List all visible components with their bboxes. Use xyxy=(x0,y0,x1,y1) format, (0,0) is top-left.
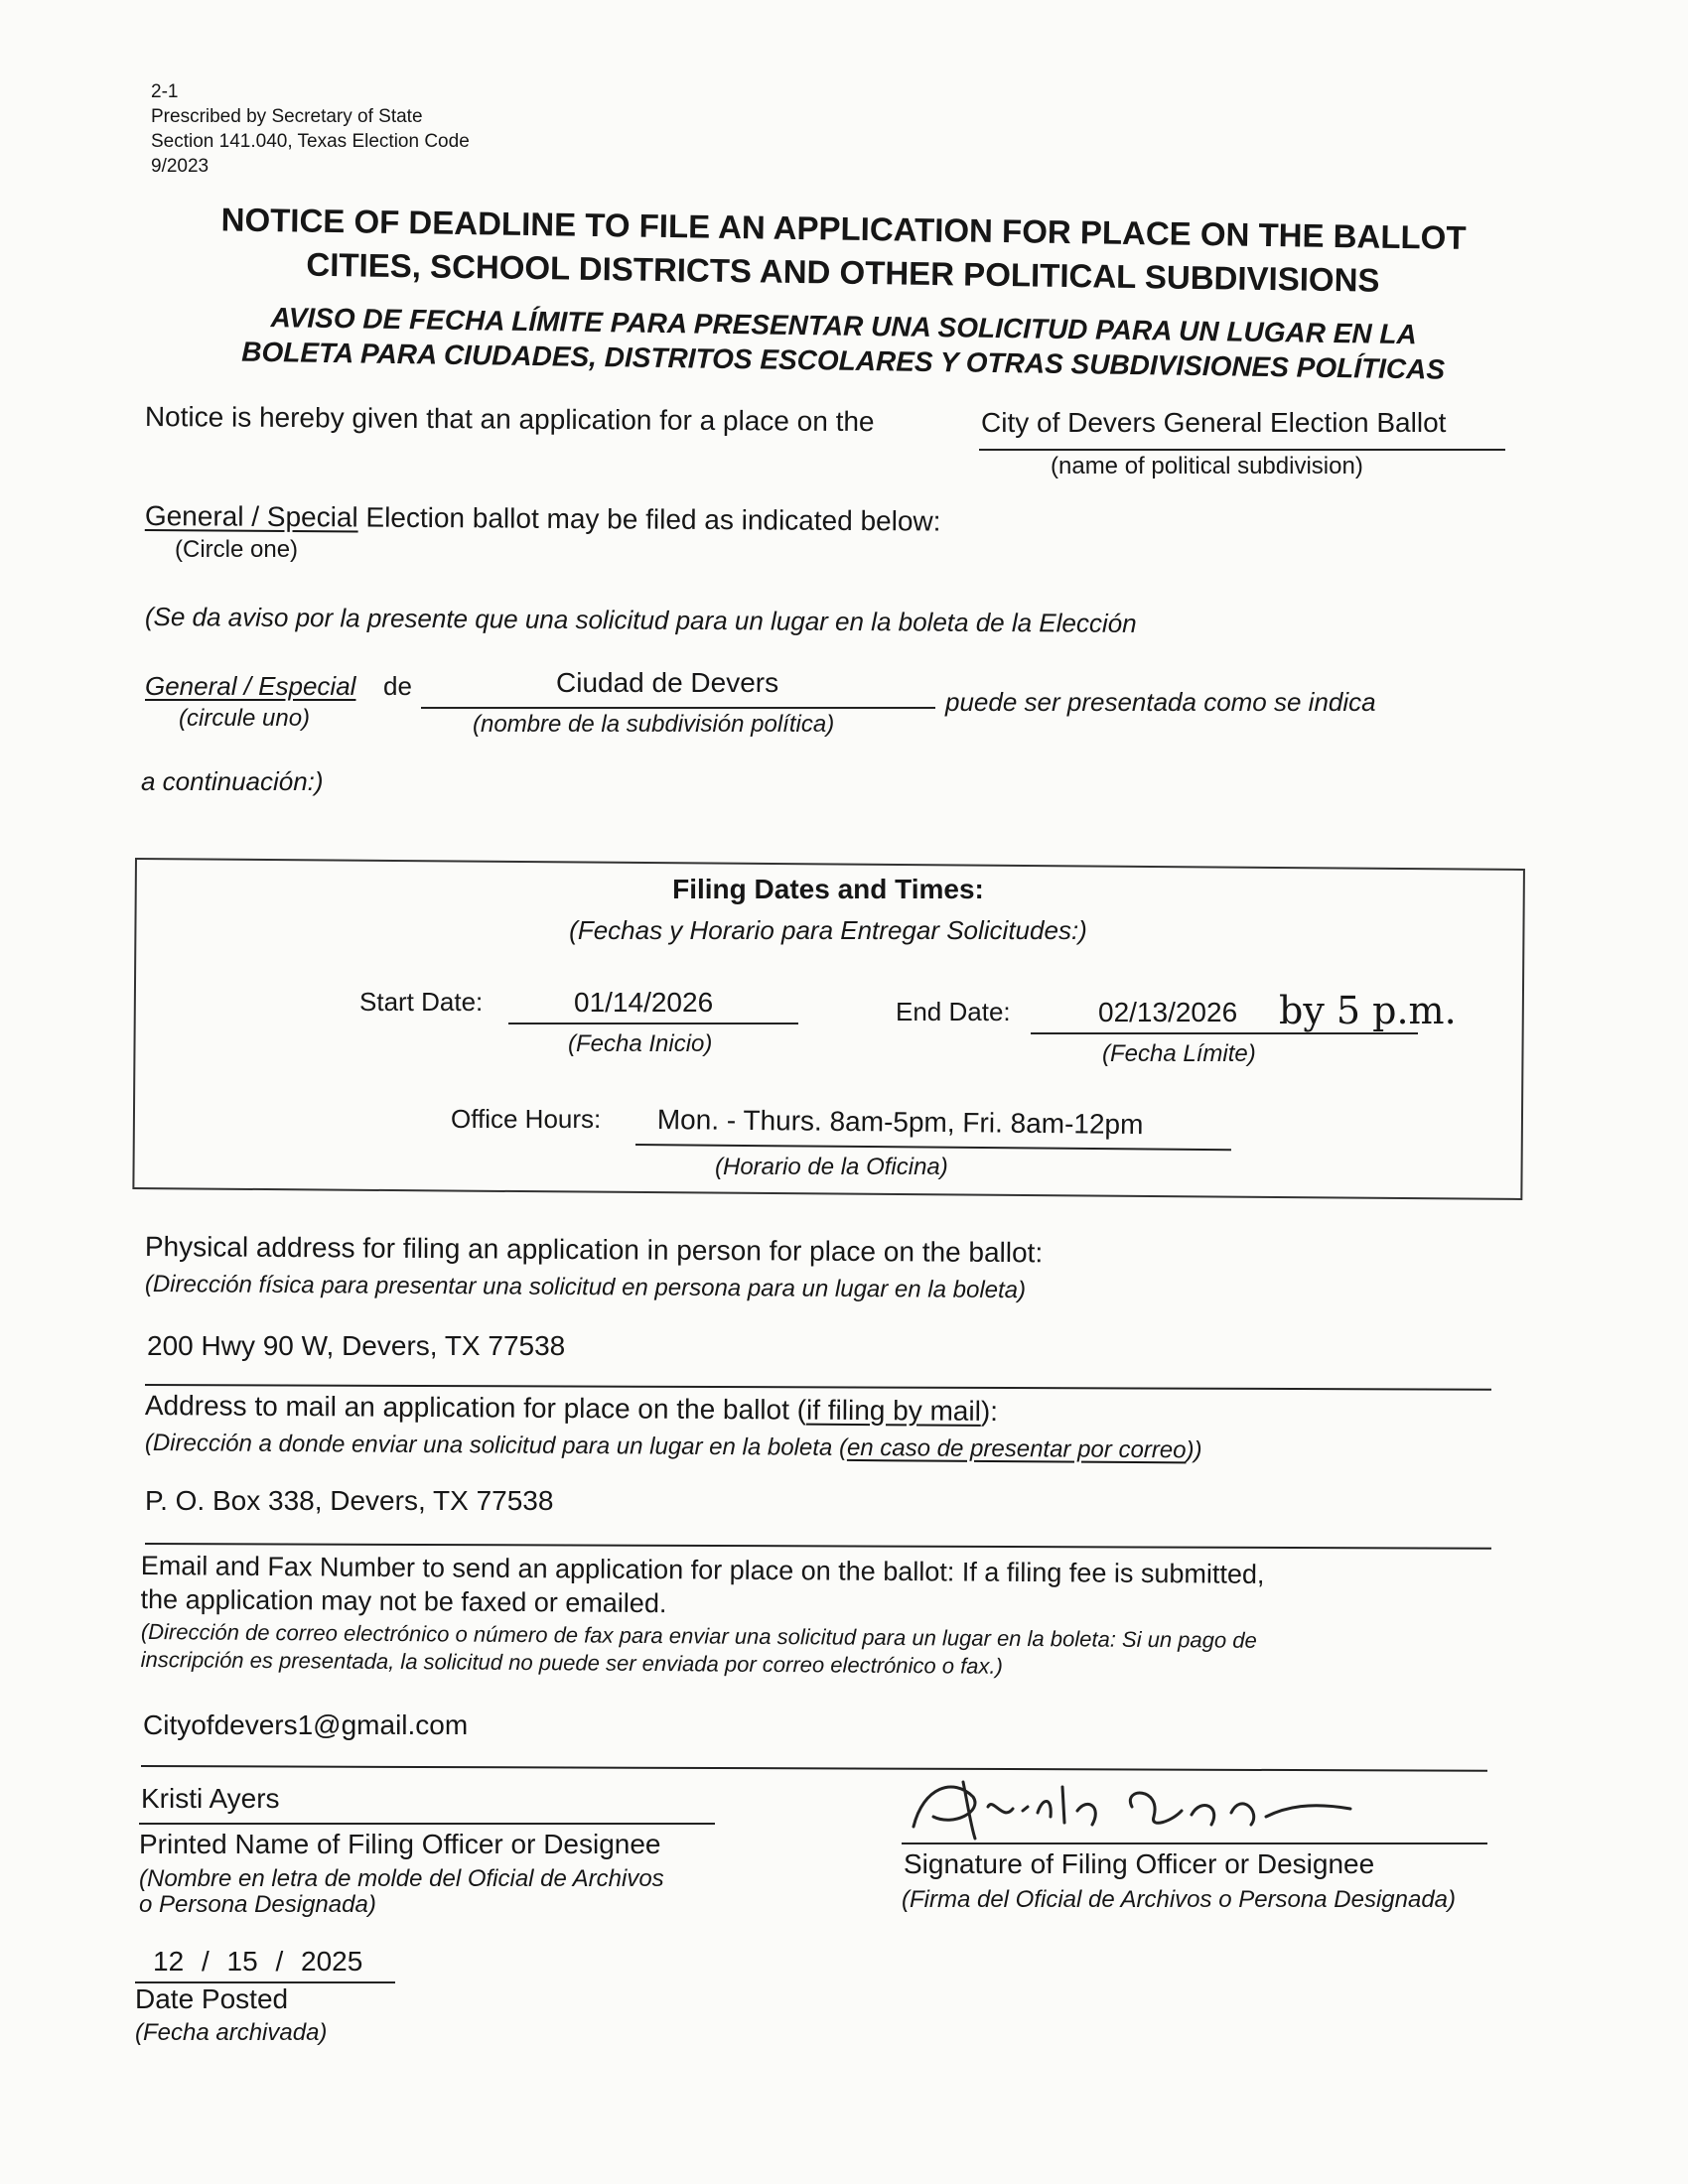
office-hours-value: Mon. - Thurs. 8am-5pm, Fri. 8am-12pm xyxy=(656,1104,1144,1141)
officer-name-value: Kristi Ayers xyxy=(141,1783,280,1814)
date-posted-label-es: (Fecha archivada) xyxy=(135,2019,328,2046)
subdivision-name-value: City of Devers General Election Ballot xyxy=(981,407,1447,438)
email-label-es xyxy=(141,1618,1551,1685)
physical-address-label: Physical address for filing an application in person for place on the ballot: xyxy=(144,1231,1044,1269)
signature-line xyxy=(902,1843,1487,1844)
title-es-line1: AVISO DE FECHA LÍMITE PARA PRESENTAR UNA SOLICITUD PARA UN LUGAR EN LA xyxy=(270,302,1417,350)
email-label xyxy=(140,1549,1550,1627)
subdivision-name-caption: (name of political subdivision) xyxy=(1051,453,1363,479)
email-label-line2: the application may not be faxed or emailed. xyxy=(140,1583,667,1619)
form-header xyxy=(151,79,470,179)
filing-heading: Filing Dates and Times: xyxy=(672,874,984,904)
date-posted-day: 15 xyxy=(226,1946,258,1977)
circle-one-es-caption: (circule uno) xyxy=(179,705,311,732)
office-hours-caption: (Horario de la Oficina) xyxy=(715,1154,948,1180)
date-sep-1: / xyxy=(201,1946,210,1977)
mail-label-underlined: if filing by mail xyxy=(805,1394,981,1427)
start-date-caption: (Fecha Inicio) xyxy=(568,1030,713,1057)
mail-address-label xyxy=(145,1390,998,1428)
office-hours-label: Office Hours: xyxy=(451,1104,602,1134)
notice-es-de: de xyxy=(383,671,412,701)
signature-svg xyxy=(894,1767,1410,1846)
email-label-line1: Email and Fax Number to send an application for place on the ballot: If a filing fee is submitted, xyxy=(140,1550,1265,1589)
signature-label: Signature of Filing Officer or Designee xyxy=(904,1848,1375,1879)
mail-address-line xyxy=(145,1543,1491,1550)
end-date-line xyxy=(1031,1032,1418,1034)
email-value: Cityofdevers1@gmail.com xyxy=(143,1709,469,1740)
start-date-label: Start Date: xyxy=(359,987,484,1017)
start-date-line xyxy=(508,1023,798,1024)
physical-address-label-es: (Dirección física para presentar una solicitud en persona para un lugar en la boleta) xyxy=(144,1271,1027,1304)
physical-address-value: 200 Hwy 90 W, Devers, TX 77538 xyxy=(147,1330,566,1361)
subdivision-es-line xyxy=(421,707,935,709)
end-date-label: End Date: xyxy=(896,997,1011,1026)
subdivision-es-value: Ciudad de Devers xyxy=(556,667,779,698)
officer-name-line xyxy=(139,1823,715,1825)
mail-address-value: P. O. Box 338, Devers, TX 77538 xyxy=(145,1485,554,1516)
title-en-line2: CITIES, SCHOOL DISTRICTS AND OTHER POLITICAL SUBDIVISIONS xyxy=(306,245,1380,299)
title-english xyxy=(128,197,1559,305)
start-date-value: 01/14/2026 xyxy=(574,987,714,1018)
mail-label-es-pre: (Dirección a donde enviar una solicitud para un lugar en la boleta ( xyxy=(144,1430,848,1461)
election-type-options: General / Special xyxy=(144,500,358,533)
code-section: Section 141.040, Texas Election Code xyxy=(151,131,470,152)
physical-address-line xyxy=(145,1384,1491,1391)
election-type-line xyxy=(145,500,941,538)
date-posted-month: 12 xyxy=(153,1946,185,1977)
form-number: 2-1 xyxy=(151,81,179,102)
mail-label-es-post: )) xyxy=(1186,1436,1202,1464)
subdivision-es-caption: (nombre de la subdivisión política) xyxy=(473,711,835,738)
officer-name-label-es-line2: o Persona Designada) xyxy=(139,1891,376,1918)
mail-label-pre: Address to mail an application for place on the ballot ( xyxy=(144,1390,807,1426)
title-en-line1: NOTICE OF DEADLINE TO FILE AN APPLICATION FOR PLACE ON THE BALLOT xyxy=(220,201,1467,256)
filing-heading-es: (Fechas y Horario para Entregar Solicitudes:) xyxy=(569,915,1087,945)
notice-intro: Notice is hereby given that an application for a place on the xyxy=(144,401,875,438)
mail-address-label-es xyxy=(145,1430,1202,1464)
date-sep-2: / xyxy=(275,1946,284,1977)
prescribed-by: Prescribed by Secretary of State xyxy=(151,106,423,127)
officer-name-label-es xyxy=(139,1866,664,1918)
circle-one-caption: (Circle one) xyxy=(175,536,299,563)
email-label-es-line2: inscripción es presentada, la solicitud no puede ser enviada por correo electrónico o fax.) xyxy=(140,1646,1004,1679)
end-date-handwritten: by 5 p.m. xyxy=(1279,989,1457,1032)
mail-label-post: ): xyxy=(980,1395,999,1427)
date-posted-label: Date Posted xyxy=(135,1983,289,2014)
officer-name-label-es-line1: (Nombre en letra de molde del Oficial de Archivos xyxy=(139,1865,664,1892)
notice-es-rest: puede ser presentada como se indica xyxy=(945,687,1376,717)
signature-label-es: (Firma del Oficial de Archivos o Persona Designada) xyxy=(902,1886,1457,1913)
email-label-es-line1: (Dirección de correo electrónico o número de fax para enviar una solicitud para un lugar en la boleta: Si un pago de xyxy=(140,1619,1257,1653)
date-posted-year: 2025 xyxy=(301,1946,363,1977)
date-posted-value xyxy=(153,1946,362,1978)
signature-image xyxy=(894,1767,1410,1851)
end-date-caption: (Fecha Límite) xyxy=(1102,1040,1256,1067)
title-es-line2: BOLETA PARA CIUDADES, DISTRITOS ESCOLARES Y OTRAS SUBDIVISIONES POLÍTICAS xyxy=(241,336,1446,385)
notice-es-intro: (Se da aviso por la presente que una solicitud para un lugar en la boleta de la Elección xyxy=(144,602,1137,638)
title-spanish xyxy=(128,298,1559,388)
election-type-es: General / Especial xyxy=(145,671,356,701)
end-date-value: 02/13/2026 xyxy=(1098,997,1238,1027)
officer-name-label: Printed Name of Filing Officer or Designee xyxy=(139,1829,661,1859)
subdivision-name-line xyxy=(979,449,1505,451)
election-type-rest: Election ballot may be filed as indicated below: xyxy=(365,501,941,537)
mail-label-es-underlined: en caso de presentar por correo xyxy=(846,1433,1187,1464)
notice-es-continuation: a continuación:) xyxy=(141,766,324,796)
form-revision: 9/2023 xyxy=(151,156,210,177)
